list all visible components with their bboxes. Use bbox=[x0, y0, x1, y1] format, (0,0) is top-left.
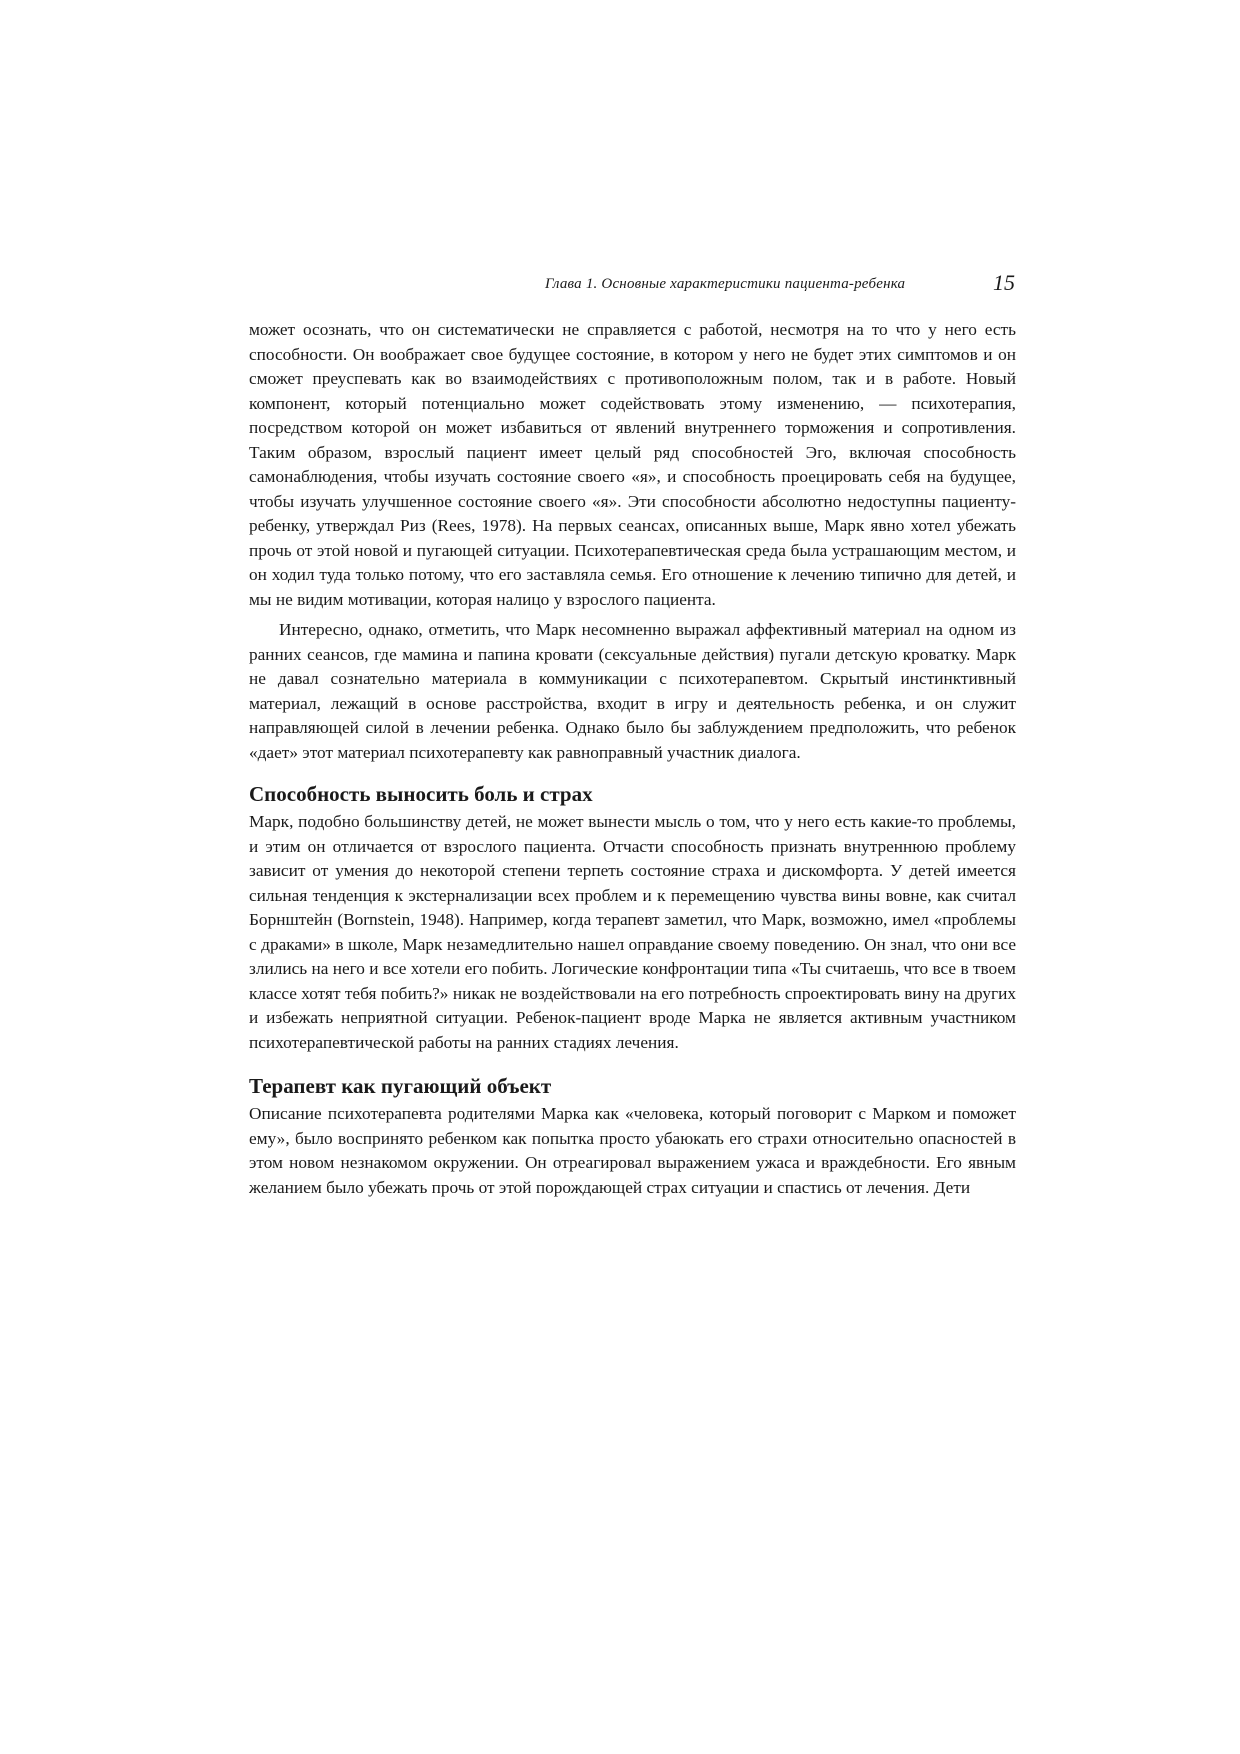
paragraph: Описание психотерапевта родителями Марка как «человека, который поговорит с Марком и поможет ему», было воспринято ребенком как попытка просто убаюкать его страхи относительно опасностей в этом новом незнакомом окружении. Он отреагировал выражением ужаса и враждебности. Его явным желанием было убежать прочь от этой порождающей страх ситуации и спастись от лечения. Дети bbox=[249, 1104, 1016, 1197]
page-body bbox=[249, 318, 1016, 1200]
running-head: Глава 1. Основные характеристики пациента-ребенка bbox=[545, 276, 906, 292]
section-heading: Терапевт как пугающий объект bbox=[249, 1074, 552, 1098]
page-number: 15 bbox=[993, 270, 1015, 295]
section-heading: Способность выносить боль и страх bbox=[249, 782, 593, 806]
page-header bbox=[250, 270, 1015, 302]
paragraph: Марк, подобно большинству детей, не может вынести мысль о том, что у него есть какие-то проблемы, и этим он отличается от взрослого пациента. Отчасти способность признать внутреннюю проблему зависит от умения до некоторой степени терпеть состояние страха и дискомфорта. У детей имеется сильная тенденция к экстернализации всех проблем и к перемещению чувства вины вовне, как считал Борнштейн (Bornstein, 1948). Например, когда терапевт заметил, что Марк, возможно, имел «проблемы с драками» в школе, Марк незамедлительно нашел оправдание своему поведению. Он знал, что они все злились на него и все хотели его побить. Логические конфронтации типа «Ты считаешь, что все в твоем классе хотят тебя побить?» никак не воздействовали на его потребность спроектировать вину на других и избежать неприятной ситуации. Ребенок-пациент вроде Марка не является активным участником психотерапевтической работы на ранних стадиях лечения. bbox=[249, 812, 1016, 1052]
paragraph: может осознать, что он систематически не справляется с работой, несмотря на то что у него есть способности. Он воображает свое будущее состояние, в котором у него не будет этих симптомов и он сможет преуспевать как во взаимодействиях с противоположным полом, так и в работе. Новый компонент, который потенциально может содействовать этому изменению, — психотерапия, посредством которой он может избавиться от явлений внутреннего торможения и сопротивления. Таким образом, взрослый пациент имеет целый ряд способностей Эго, включая способность самонаблюдения, чтобы изучать состояние своего «я», и способность проецировать себя на будущее, чтобы изучать улучшенное состояние своего «я». Эти способности абсолютно недоступны пациенту-ребенку, утверждал Риз (Rees, 1978). На первых сеансах, описанных выше, Марк явно хотел убежать прочь от этой новой и пугающей ситуации. Психотерапевтическая среда была устрашающим местом, и он ходил туда только потому, что его заставляла семья. Его отношение к лечению типично для детей, и мы не видим мотивации, которая налицо у взрослого пациента. bbox=[249, 320, 1016, 609]
paragraph: Интересно, однако, отметить, что Марк несомненно выражал аффективный материал на одном из ранних сеансов, где мамина и папина кровати (сексуальные действия) пугали детскую кроватку. Марк не давал сознательно материала в коммуникации с психотерапевтом. Скрытый инстинктивный материал, лежащий в основе расстройства, входит в игру и деятельность ребенка, и он служит направляющей силой в лечении ребенка. Однако было бы заблуждением предположить, что ребенок «дает» этот материал психотерапевту как равноправный участник диалога. bbox=[249, 620, 1016, 762]
